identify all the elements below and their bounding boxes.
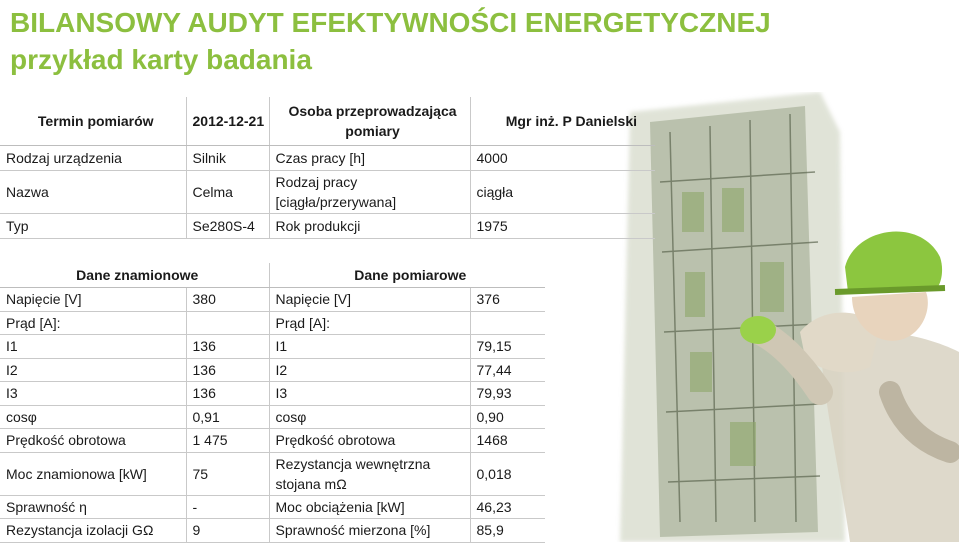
row-value bbox=[470, 311, 545, 335]
row-label: Napięcie [V] bbox=[269, 288, 470, 312]
row-value: 376 bbox=[470, 288, 545, 312]
device-info-table bbox=[0, 97, 655, 239]
row-value: - bbox=[186, 495, 269, 519]
table-header-row bbox=[0, 263, 545, 288]
row-value: 9 bbox=[186, 519, 269, 543]
row-value: 79,93 bbox=[470, 382, 545, 406]
row-value bbox=[186, 311, 269, 335]
row-value: 136 bbox=[186, 382, 269, 406]
row-value: 77,44 bbox=[470, 358, 545, 382]
title-line-2: przykład karty badania bbox=[10, 44, 312, 75]
row-value: 85,9 bbox=[470, 519, 545, 543]
table-row bbox=[0, 146, 655, 171]
row-label: Nazwa bbox=[0, 171, 186, 214]
termin-value: 2012-12-21 bbox=[186, 97, 269, 146]
row-value: 0,91 bbox=[186, 405, 269, 429]
row-label: Moc znamionowa [kW] bbox=[0, 452, 186, 495]
row-value: 79,15 bbox=[470, 335, 545, 359]
table-row bbox=[0, 405, 545, 429]
row-label: Moc obciążenia [kW] bbox=[269, 495, 470, 519]
row-value: 1 475 bbox=[186, 429, 269, 453]
row-label: Prędkość obrotowa bbox=[269, 429, 470, 453]
table-row bbox=[0, 358, 545, 382]
row-label: I2 bbox=[269, 358, 470, 382]
row-label: Sprawność mierzona [%] bbox=[269, 519, 470, 543]
row-label: Napięcie [V] bbox=[0, 288, 186, 312]
table-row bbox=[0, 335, 545, 359]
title-line-1: BILANSOWY AUDYT EFEKTYWNOŚCI ENERGETYCZNEJ bbox=[10, 7, 771, 38]
row-label: Prąd [A]: bbox=[0, 311, 186, 335]
row-value: Celma bbox=[186, 171, 269, 214]
row-label: cosφ bbox=[0, 405, 186, 429]
table-row bbox=[0, 214, 655, 239]
header-measured: Dane pomiarowe bbox=[269, 263, 545, 288]
row-value: ciągła bbox=[470, 171, 655, 214]
table-row bbox=[0, 288, 545, 312]
row-label: cosφ bbox=[269, 405, 470, 429]
row-label: I1 bbox=[0, 335, 186, 359]
table-row bbox=[0, 495, 545, 519]
row-value: 46,23 bbox=[470, 495, 545, 519]
table-row bbox=[0, 519, 545, 543]
row-label: Rezystancja izolacji GΩ bbox=[0, 519, 186, 543]
table-row bbox=[0, 429, 545, 453]
termin-label: Termin pomiarów bbox=[0, 97, 186, 146]
header-nameplate: Dane znamionowe bbox=[0, 263, 269, 288]
page-title bbox=[10, 4, 771, 78]
row-value: 0,018 bbox=[470, 452, 545, 495]
row-label: Prędkość obrotowa bbox=[0, 429, 186, 453]
row-label: Rezystancja wewnętrzna stojana mΩ bbox=[269, 452, 470, 495]
row-value: 380 bbox=[186, 288, 269, 312]
row-label: Czas pracy [h] bbox=[269, 146, 470, 171]
row-value: Silnik bbox=[186, 146, 269, 171]
row-label: Prąd [A]: bbox=[269, 311, 470, 335]
row-value: 136 bbox=[186, 358, 269, 382]
osoba-value: Mgr inż. P Danielski bbox=[470, 97, 655, 146]
osoba-label: Osoba przeprowadzająca pomiary bbox=[269, 97, 470, 146]
row-label: Rodzaj pracy [ciągła/przerywana] bbox=[269, 171, 470, 214]
table-row bbox=[0, 382, 545, 406]
row-label: Typ bbox=[0, 214, 186, 239]
row-value: 1975 bbox=[470, 214, 655, 239]
row-label: I3 bbox=[269, 382, 470, 406]
table-row bbox=[0, 97, 655, 146]
row-label: Rok produkcji bbox=[269, 214, 470, 239]
row-label: I2 bbox=[0, 358, 186, 382]
table-row bbox=[0, 311, 545, 335]
row-label: Sprawność η bbox=[0, 495, 186, 519]
table-row bbox=[0, 171, 655, 214]
row-label: I3 bbox=[0, 382, 186, 406]
measurement-table bbox=[0, 263, 545, 543]
row-value: 136 bbox=[186, 335, 269, 359]
table-row bbox=[0, 452, 545, 495]
row-value: 4000 bbox=[470, 146, 655, 171]
row-value: Se280S-4 bbox=[186, 214, 269, 239]
row-label: I1 bbox=[269, 335, 470, 359]
row-value: 1468 bbox=[470, 429, 545, 453]
row-value: 0,90 bbox=[470, 405, 545, 429]
row-label: Rodzaj urządzenia bbox=[0, 146, 186, 171]
row-value: 75 bbox=[186, 452, 269, 495]
